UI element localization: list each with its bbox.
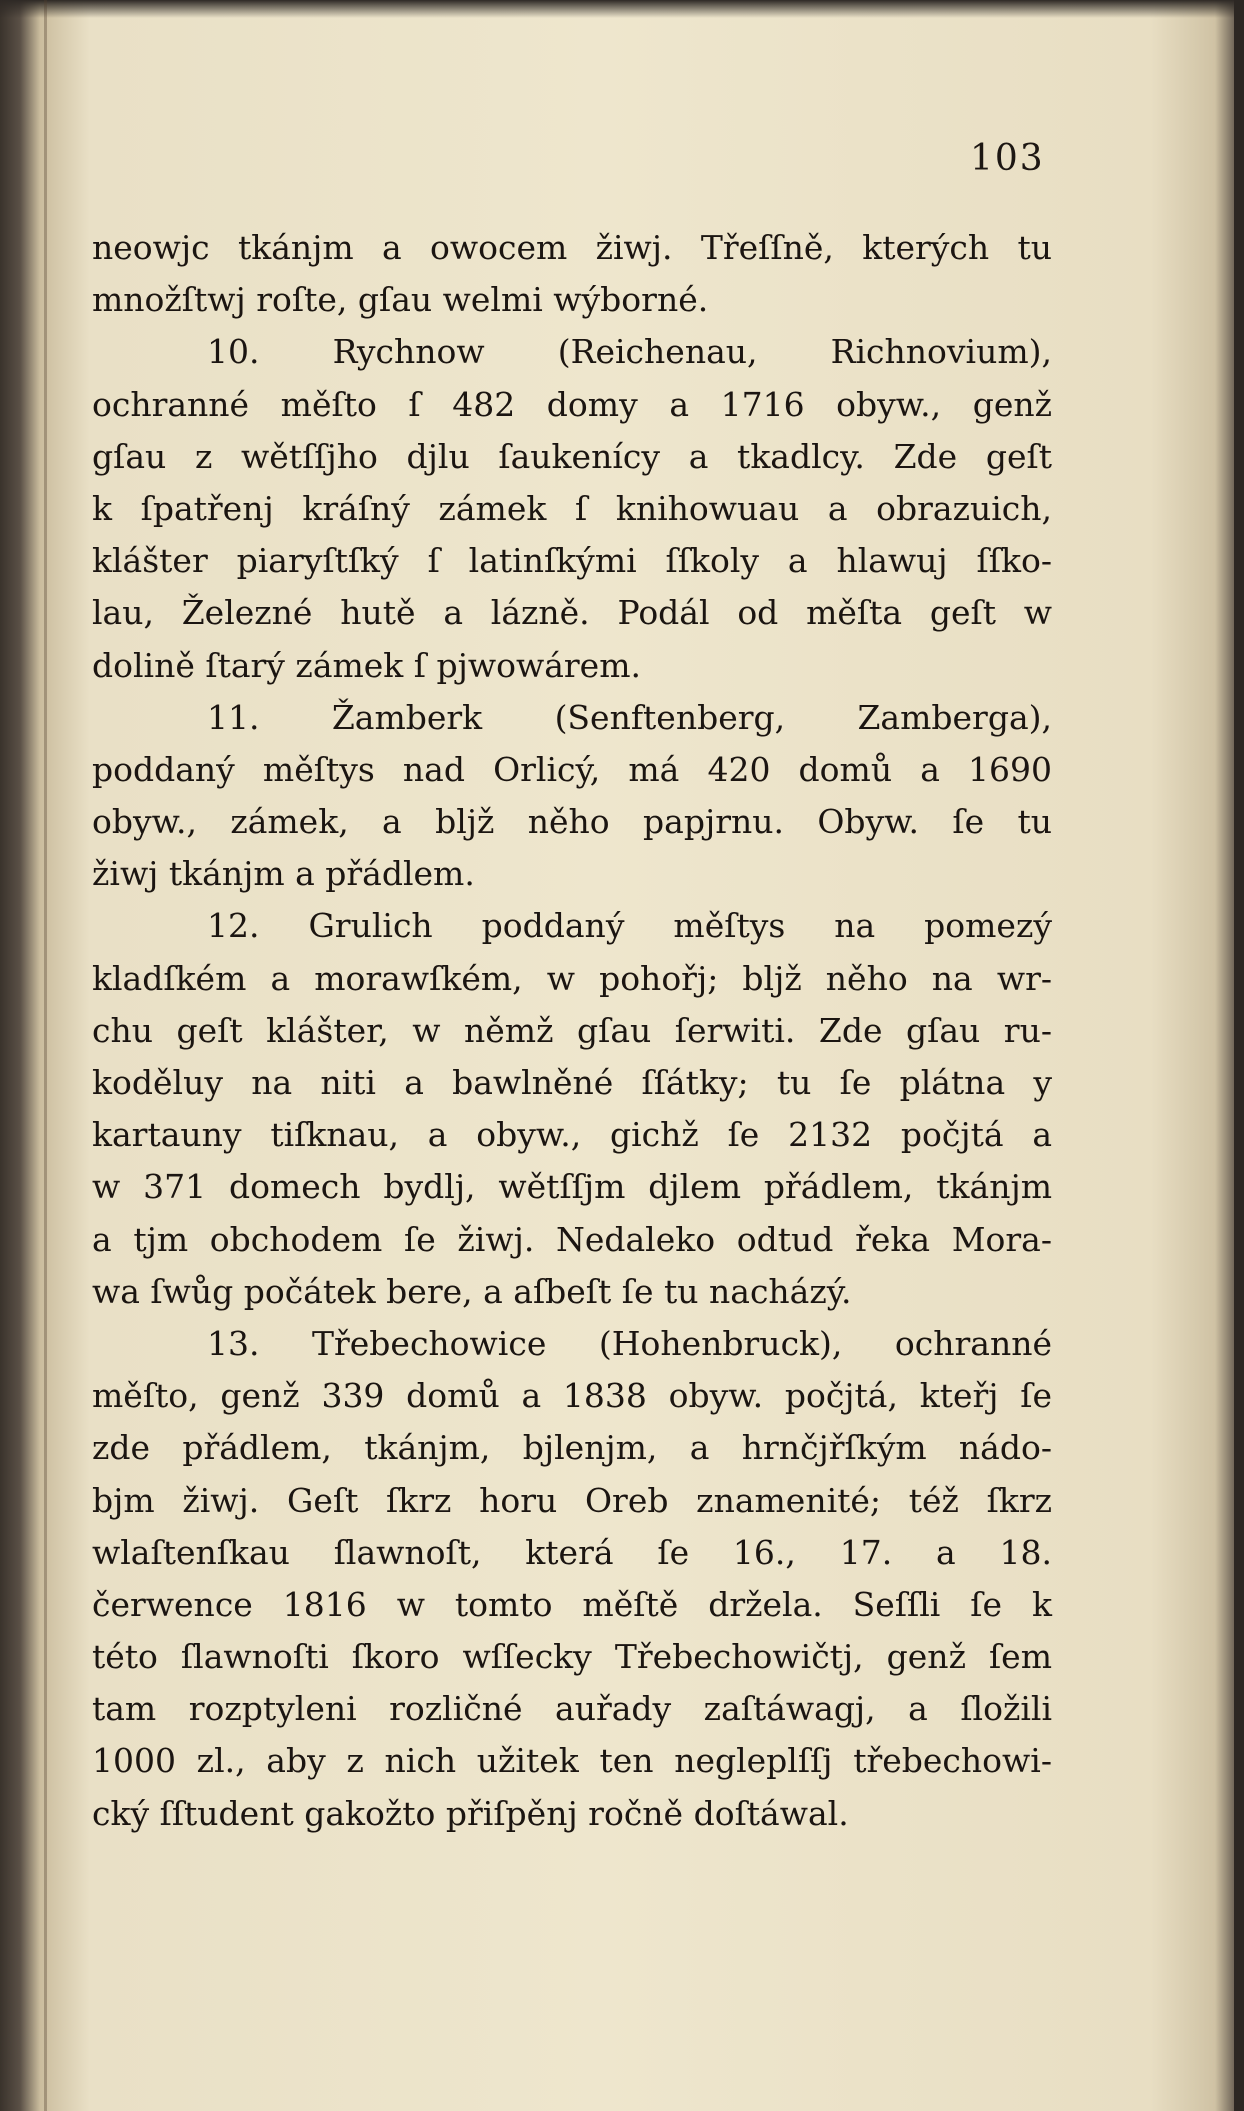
page-right-edge (1234, 0, 1244, 2111)
text-line: gſau z wětſſjho djlu ſaukenícy a tkadlcy. Zde geſt (92, 436, 1052, 476)
text-line: čerwence 1816 w tomto měſtě držela. Seſſli ſe k (92, 1584, 1052, 1624)
text-line: obyw., zámek, a bljž něho papjrnu. Obyw. ſe tu (92, 802, 1052, 842)
text-line: 10. Rychnow (Reichenau, Richnovium), (207, 332, 1052, 372)
text-line: cký ſſtudent gakožto přiſpěnj ročně doſtáwal. (92, 1793, 849, 1833)
text-line: dolině ſtarý zámek ſ pjwowárem. (92, 645, 641, 685)
text-line: zde přádlem, tkánjm, bjlenjm, a hrnčjřſkým nádo- (92, 1428, 1052, 1468)
text-line: kladſkém a morawſkém, w pohořj; bljž něho na wr- (92, 958, 1052, 998)
text-line: této ſlawnoſti ſkoro wſſecky Třebechowičtj, genž ſem (92, 1637, 1052, 1677)
text-line: lau, Železné hutě a lázně. Podál od měſta geſt w (92, 593, 1052, 633)
text-line: 11. Žamberk (Senftenberg, Zamberga), (207, 697, 1052, 737)
binding-line (44, 0, 47, 2111)
text-line: k ſpatřenj kráſný zámek ſ knihowuau a obrazuich, (92, 488, 1052, 528)
page-top-shadow (0, 0, 1244, 18)
text-line: žiwj tkánjm a přádlem. (92, 854, 475, 894)
text-line: wa ſwůg počátek bere, a aſbeſt ſe tu nacházý. (92, 1271, 852, 1311)
text-line: 13. Třebechowice (Hohenbruck), ochranné (207, 1323, 1052, 1363)
text-line: w 371 domech bydlj, wětſſjm djlem přádlem, tkánjm (92, 1167, 1052, 1207)
text-line: wlaſtenſkau ſlawnoſt, která ſe 16., 17. a 18. (92, 1532, 1052, 1572)
text-line: chu geſt klášter, w němž gſau ſerwiti. Zde gſau ru- (92, 1010, 1052, 1050)
text-line: tam rozptyleni rozličné auřady zaſtáwagj, a ſložili (92, 1689, 1052, 1729)
text-line: neowjc tkánjm a owocem žiwj. Třeſſně, kterých tu (92, 228, 1052, 267)
text-line: 12. Grulich poddaný měſtys na pomezý (207, 906, 1052, 946)
text-line: koděluy na niti a bawlněné ſſátky; tu ſe plátna y (92, 1063, 1052, 1102)
text-line: klášter piaryſtſký ſ latinſkými ſſkoly a hlawuj ſſko- (92, 541, 1052, 581)
text-line: bjm žiwj. Geſt ſkrz horu Oreb znamenité; též ſkrz (92, 1480, 1052, 1520)
body-text (92, 222, 1052, 1840)
text-line: množſtwj roſte, gſau welmi wýborné. (92, 280, 709, 320)
text-line: 1000 zl., aby z nich užitek ten negleplſſj třebechowi- (92, 1741, 1052, 1781)
page-number: 103 (970, 138, 1045, 179)
text-line: poddaný měſtys nad Orlicý, má 420 domů a 1690 (92, 749, 1052, 789)
text-line: a tjm obchodem ſe žiwj. Nedaleko odtud řeka Mora- (92, 1219, 1052, 1259)
text-line: měſto, genž 339 domů a 1838 obyw. počjtá, kteřj ſe (92, 1376, 1052, 1416)
text-line: ochranné měſto ſ 482 domy a 1716 obyw., genž (92, 384, 1052, 424)
text-line: kartauny tiſknau, a obyw., gichž ſe 2132 počjtá a (92, 1115, 1052, 1155)
